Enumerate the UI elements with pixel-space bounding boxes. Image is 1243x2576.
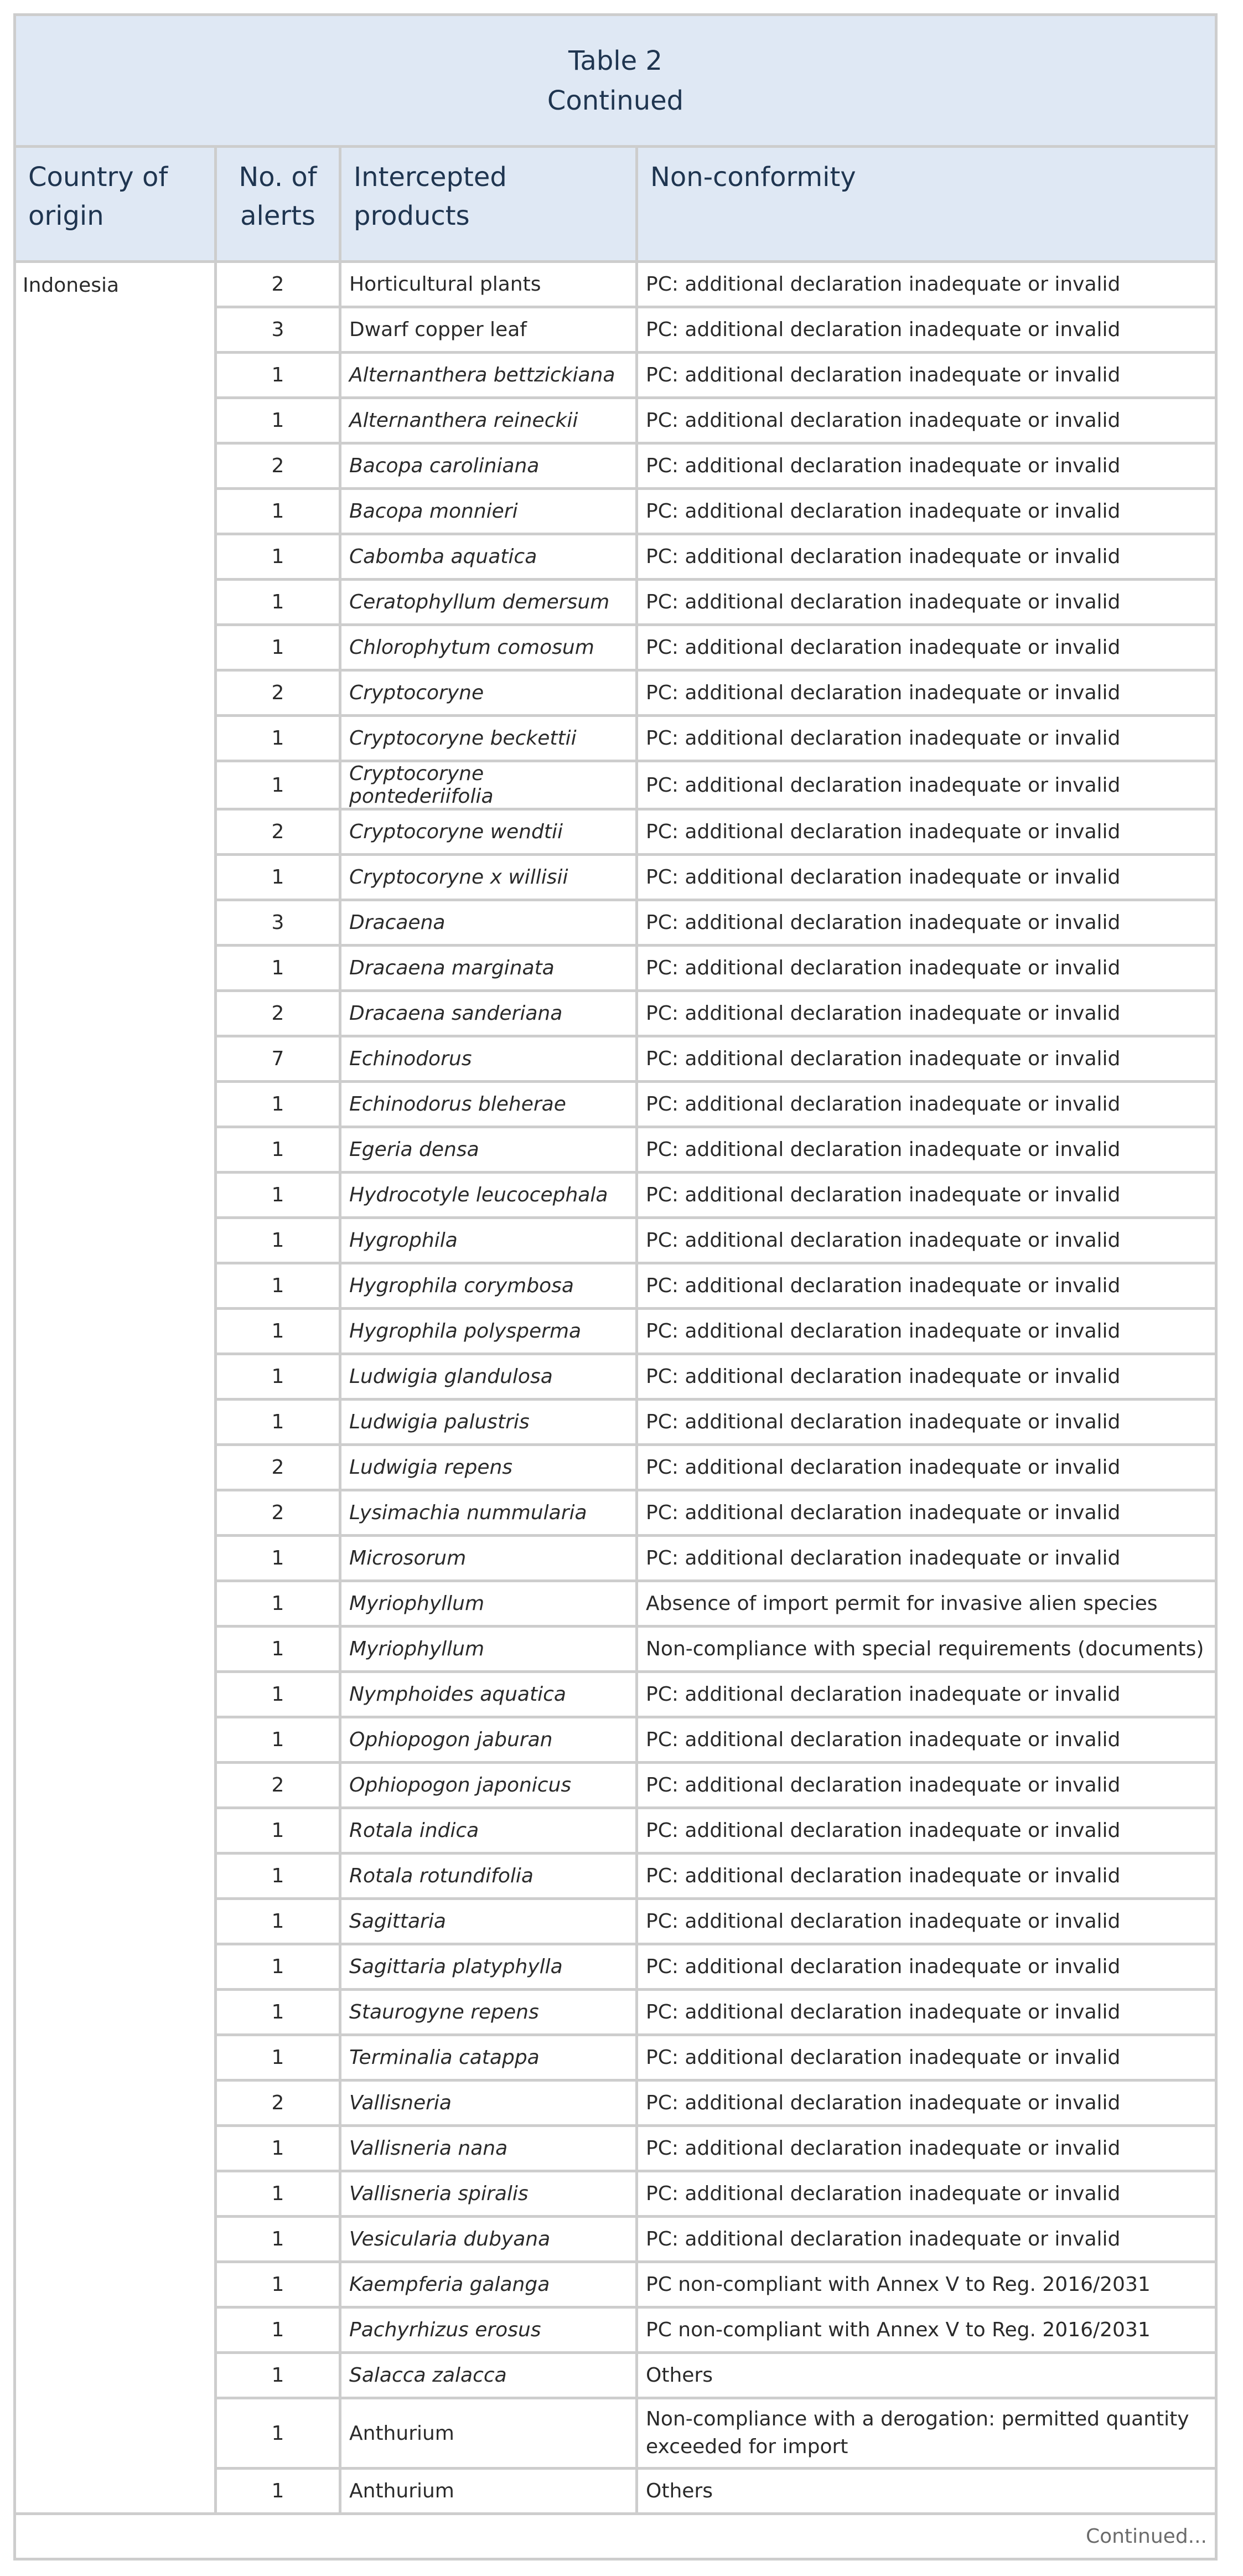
nonconformity-cell: PC: additional declaration inadequate or invalid: [638, 1401, 1215, 1443]
alerts-cell: 1: [217, 717, 339, 760]
product-cell: Dracaena marginata: [341, 947, 635, 989]
header-country: Country of origin: [16, 148, 214, 260]
alerts-cell: 1: [217, 947, 339, 989]
alerts-cell: 3: [217, 308, 339, 351]
nonconformity-cell: Non-compliance with a derogation: permitted quantity exceeded for import: [638, 2399, 1215, 2467]
product-cell: Hygrophila corymbosa: [341, 1264, 635, 1307]
alerts-cell: 1: [217, 2399, 339, 2467]
alerts-cell: 1: [217, 2354, 339, 2397]
alerts-cell: 7: [217, 1037, 339, 1080]
product-cell: Vallisneria nana: [341, 2127, 635, 2170]
table-container: [13, 13, 1218, 2560]
product-cell: Rotala rotundifolia: [341, 1855, 635, 1897]
nonconformity-cell: PC: additional declaration inadequate or invalid: [638, 1809, 1215, 1852]
alerts-cell: 2: [217, 2082, 339, 2124]
product-cell: Bacopa caroliniana: [341, 445, 635, 487]
header-nonconformity: Non-conformity: [638, 148, 1215, 260]
alerts-cell: 1: [217, 1355, 339, 1398]
nonconformity-cell: PC: additional declaration inadequate or invalid: [638, 2036, 1215, 2079]
alerts-cell: 1: [217, 1401, 339, 1443]
alerts-cell: 1: [217, 2470, 339, 2512]
nonconformity-cell: PC non-compliant with Annex V to Reg. 2016/2031: [638, 2263, 1215, 2306]
product-cell: Bacopa monnieri: [341, 490, 635, 533]
product-cell: Anthurium: [341, 2399, 635, 2467]
alerts-cell: 1: [217, 1083, 339, 1126]
nonconformity-cell: PC: additional declaration inadequate or invalid: [638, 1537, 1215, 1579]
nonconformity-cell: PC: additional declaration inadequate or invalid: [638, 1764, 1215, 1806]
product-cell: Vallisneria: [341, 2082, 635, 2124]
nonconformity-cell: PC: additional declaration inadequate or invalid: [638, 2082, 1215, 2124]
alerts-cell: 2: [217, 445, 339, 487]
product-cell: Alternanthera bettzickiana: [341, 354, 635, 396]
nonconformity-cell: PC: additional declaration inadequate or invalid: [638, 672, 1215, 714]
nonconformity-cell: PC: additional declaration inadequate or invalid: [638, 1446, 1215, 1489]
nonconformity-cell: PC: additional declaration inadequate or invalid: [638, 1174, 1215, 1216]
product-cell: Dwarf copper leaf: [341, 308, 635, 351]
country-cell: Indonesia: [16, 263, 214, 2512]
nonconformity-cell: PC: additional declaration inadequate or invalid: [638, 581, 1215, 623]
alerts-cell: 1: [217, 2127, 339, 2170]
alerts-cell: 1: [217, 762, 339, 808]
nonconformity-cell: PC: additional declaration inadequate or invalid: [638, 901, 1215, 944]
alerts-cell: 1: [217, 1582, 339, 1625]
product-cell: Staurogyne repens: [341, 1991, 635, 2033]
nonconformity-cell: PC: additional declaration inadequate or invalid: [638, 1718, 1215, 1761]
product-cell: Cabomba aquatica: [341, 535, 635, 578]
product-cell: Hygrophila polysperma: [341, 1310, 635, 1352]
alerts-cell: 1: [217, 1264, 339, 1307]
alerts-cell: 1: [217, 2036, 339, 2079]
footer-row: [16, 2515, 1215, 2558]
nonconformity-cell: PC: additional declaration inadequate or invalid: [638, 1310, 1215, 1352]
nonconformity-cell: PC: additional declaration inadequate or invalid: [638, 1037, 1215, 1080]
nonconformity-cell: Non-compliance with special requirements (documents): [638, 1628, 1215, 1670]
table-row: [16, 263, 1215, 306]
alerts-cell: 1: [217, 626, 339, 669]
product-cell: Ophiopogon japonicus: [341, 1764, 635, 1806]
nonconformity-cell: PC: additional declaration inadequate or invalid: [638, 2218, 1215, 2260]
data-table: [13, 13, 1218, 2560]
product-cell: Microsorum: [341, 1537, 635, 1579]
alerts-cell: 1: [217, 2172, 339, 2215]
alerts-cell: 2: [217, 263, 339, 306]
nonconformity-cell: PC: additional declaration inadequate or invalid: [638, 762, 1215, 808]
product-cell: Sagittaria platyphylla: [341, 1945, 635, 1988]
nonconformity-cell: PC: additional declaration inadequate or invalid: [638, 717, 1215, 760]
product-cell: Vesicularia dubyana: [341, 2218, 635, 2260]
product-cell: Ludwigia glandulosa: [341, 1355, 635, 1398]
alerts-cell: 1: [217, 1945, 339, 1988]
product-cell: Rotala indica: [341, 1809, 635, 1852]
product-cell: Cryptocoryne x willisii: [341, 856, 635, 899]
nonconformity-cell: PC: additional declaration inadequate or invalid: [638, 856, 1215, 899]
product-cell: Ceratophyllum demersum: [341, 581, 635, 623]
alerts-cell: 2: [217, 1491, 339, 1534]
header-alerts: No. of alerts: [217, 148, 339, 260]
alerts-cell: 1: [217, 1900, 339, 1943]
nonconformity-cell: PC: additional declaration inadequate or invalid: [638, 2127, 1215, 2170]
continued-note: Continued...: [16, 2515, 1215, 2558]
product-cell: Pachyrhizus erosus: [341, 2309, 635, 2351]
alerts-cell: 1: [217, 535, 339, 578]
alerts-cell: 2: [217, 1446, 339, 1489]
product-cell: Egeria densa: [341, 1128, 635, 1171]
alerts-cell: 1: [217, 2263, 339, 2306]
nonconformity-cell: PC: additional declaration inadequate or invalid: [638, 1673, 1215, 1716]
nonconformity-cell: PC: additional declaration inadequate or invalid: [638, 308, 1215, 351]
alerts-cell: 2: [217, 811, 339, 853]
alerts-cell: 1: [217, 1991, 339, 2033]
alerts-cell: 1: [217, 2309, 339, 2351]
product-cell: Chlorophytum comosum: [341, 626, 635, 669]
product-cell: Nymphoides aquatica: [341, 1673, 635, 1716]
nonconformity-cell: PC: additional declaration inadequate or invalid: [638, 535, 1215, 578]
product-cell: Ophiopogon jaburan: [341, 1718, 635, 1761]
product-cell: Dracaena: [341, 901, 635, 944]
alerts-cell: 1: [217, 354, 339, 396]
product-cell: Echinodorus bleherae: [341, 1083, 635, 1126]
product-cell: Anthurium: [341, 2470, 635, 2512]
product-cell: Sagittaria: [341, 1900, 635, 1943]
nonconformity-cell: PC: additional declaration inadequate or invalid: [638, 1128, 1215, 1171]
nonconformity-cell: PC: additional declaration inadequate or invalid: [638, 811, 1215, 853]
product-cell: Cryptocoryne wendtii: [341, 811, 635, 853]
product-cell: Cryptocoryne beckettii: [341, 717, 635, 760]
nonconformity-cell: PC: additional declaration inadequate or invalid: [638, 1945, 1215, 1988]
product-cell: Myriophyllum: [341, 1582, 635, 1625]
product-cell: Hydrocotyle leucocephala: [341, 1174, 635, 1216]
alerts-cell: 1: [217, 1809, 339, 1852]
alerts-cell: 1: [217, 2218, 339, 2260]
alerts-cell: 1: [217, 581, 339, 623]
product-cell: Salacca zalacca: [341, 2354, 635, 2397]
alerts-cell: 1: [217, 1219, 339, 1262]
nonconformity-cell: Absence of import permit for invasive alien species: [638, 1582, 1215, 1625]
nonconformity-cell: PC: additional declaration inadequate or invalid: [638, 1491, 1215, 1534]
nonconformity-cell: PC: additional declaration inadequate or invalid: [638, 490, 1215, 533]
alerts-cell: 1: [217, 1174, 339, 1216]
alerts-cell: 1: [217, 399, 339, 442]
product-cell: Dracaena sanderiana: [341, 992, 635, 1035]
nonconformity-cell: PC: additional declaration inadequate or invalid: [638, 354, 1215, 396]
table-title-line1: Table 2: [568, 45, 662, 76]
nonconformity-cell: PC: additional declaration inadequate or invalid: [638, 992, 1215, 1035]
nonconformity-cell: PC non-compliant with Annex V to Reg. 2016/2031: [638, 2309, 1215, 2351]
nonconformity-cell: PC: additional declaration inadequate or invalid: [638, 1355, 1215, 1398]
product-cell: Ludwigia palustris: [341, 1401, 635, 1443]
table-title-line2: Continued: [547, 85, 684, 116]
nonconformity-cell: PC: additional declaration inadequate or invalid: [638, 1900, 1215, 1943]
alerts-cell: 2: [217, 672, 339, 714]
alerts-cell: 1: [217, 1310, 339, 1352]
nonconformity-cell: PC: additional declaration inadequate or invalid: [638, 399, 1215, 442]
nonconformity-cell: PC: additional declaration inadequate or invalid: [638, 947, 1215, 989]
header-products: Intercepted products: [341, 148, 635, 260]
nonconformity-cell: PC: additional declaration inadequate or invalid: [638, 1855, 1215, 1897]
alerts-cell: 2: [217, 992, 339, 1035]
product-cell: Cryptocoryne: [341, 672, 635, 714]
alerts-cell: 1: [217, 1128, 339, 1171]
nonconformity-cell: PC: additional declaration inadequate or invalid: [638, 263, 1215, 306]
alerts-cell: 1: [217, 1673, 339, 1716]
product-cell: Myriophyllum: [341, 1628, 635, 1670]
header-row: [16, 148, 1215, 260]
product-cell: Vallisneria spiralis: [341, 2172, 635, 2215]
alerts-cell: 1: [217, 1855, 339, 1897]
product-cell: Hygrophila: [341, 1219, 635, 1262]
alerts-cell: 2: [217, 1764, 339, 1806]
alerts-cell: 1: [217, 490, 339, 533]
nonconformity-cell: PC: additional declaration inadequate or invalid: [638, 1991, 1215, 2033]
alerts-cell: 1: [217, 856, 339, 899]
product-cell: Alternanthera reineckii: [341, 399, 635, 442]
alerts-cell: 1: [217, 1537, 339, 1579]
nonconformity-cell: PC: additional declaration inadequate or invalid: [638, 626, 1215, 669]
nonconformity-cell: Others: [638, 2470, 1215, 2512]
nonconformity-cell: PC: additional declaration inadequate or invalid: [638, 2172, 1215, 2215]
product-cell: Terminalia catappa: [341, 2036, 635, 2079]
product-cell: Horticultural plants: [341, 263, 635, 306]
product-cell: Cryptocoryne pontederiifolia: [341, 762, 635, 808]
table-title: [16, 16, 1215, 145]
nonconformity-cell: PC: additional declaration inadequate or invalid: [638, 445, 1215, 487]
alerts-cell: 1: [217, 1718, 339, 1761]
alerts-cell: 1: [217, 1628, 339, 1670]
nonconformity-cell: Others: [638, 2354, 1215, 2397]
product-cell: Echinodorus: [341, 1037, 635, 1080]
product-cell: Lysimachia nummularia: [341, 1491, 635, 1534]
nonconformity-cell: PC: additional declaration inadequate or invalid: [638, 1219, 1215, 1262]
alerts-cell: 3: [217, 901, 339, 944]
nonconformity-cell: PC: additional declaration inadequate or invalid: [638, 1083, 1215, 1126]
product-cell: Ludwigia repens: [341, 1446, 635, 1489]
product-cell: Kaempferia galanga: [341, 2263, 635, 2306]
nonconformity-cell: PC: additional declaration inadequate or invalid: [638, 1264, 1215, 1307]
